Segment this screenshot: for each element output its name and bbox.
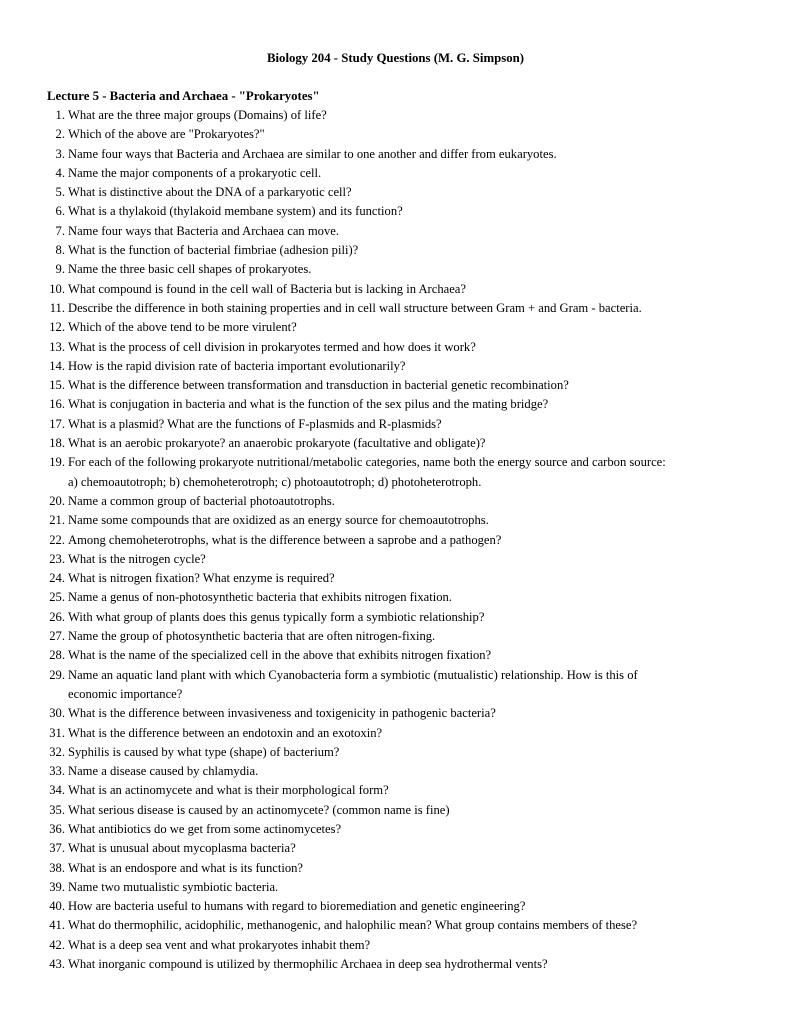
question-number: 9. <box>55 262 65 277</box>
question-item <box>0 743 791 762</box>
question-text: How are bacteria useful to humans with regard to bioremediation and genetic engineering? <box>68 899 526 914</box>
question-item <box>0 164 791 183</box>
question-number: 23. <box>49 551 65 566</box>
question-item <box>0 936 791 955</box>
question-number: 20. <box>49 493 65 508</box>
question-item <box>0 955 791 974</box>
question-number: 17. <box>49 416 65 431</box>
question-text: Which of the above tend to be more virulent? <box>68 320 297 335</box>
question-text: Name an aquatic land plant with which Cyanobacteria form a symbiotic (mutualistic) relationship. How is this of <box>68 667 638 682</box>
question-text: What is the difference between transformation and transduction in bacterial genetic recombination? <box>68 378 569 393</box>
question-text: Name a genus of non-photosynthetic bacteria that exhibits nitrogen fixation. <box>68 590 453 605</box>
question-item <box>0 550 791 569</box>
question-item <box>0 531 791 550</box>
question-text: Name the major components of a prokaryotic cell. <box>68 165 322 180</box>
question-item <box>0 125 791 144</box>
question-number: 43. <box>49 957 65 972</box>
lecture-heading: Lecture 5 - Bacteria and Archaea - "Prokaryotes" <box>47 89 320 103</box>
question-text: What is an actinomycete and what is their morphological form? <box>68 783 389 798</box>
question-text: What are the three major groups (Domains) of life? <box>68 108 327 122</box>
question-number: 36. <box>49 821 65 836</box>
question-text: What is the nitrogen cycle? <box>68 551 206 566</box>
question-text: Name four ways that Bacteria and Archaea are similar to one another and differ from eukaryotes. <box>68 146 557 161</box>
question-number: 35. <box>49 802 65 817</box>
question-number: 33. <box>49 764 65 779</box>
question-text: What is a deep sea vent and what prokaryotes inhabit them? <box>68 937 371 952</box>
question-number: 16. <box>49 397 65 412</box>
question-text: For each of the following prokaryote nutritional/metabolic categories, name both the energy source and carbon source: <box>68 455 666 470</box>
question-item <box>0 897 791 916</box>
question-text-continuation: economic importance? <box>68 686 183 701</box>
question-item <box>0 202 791 221</box>
question-number: 29. <box>49 667 65 682</box>
question-text-continuation: a) chemoautotroph; b) chemoheterotroph; c) photoautotroph; d) photoheterotroph. <box>68 474 482 489</box>
question-number: 4. <box>55 165 65 180</box>
question-text: Describe the difference in both staining properties and in cell wall structure between Gram + and Gram - bacteria. <box>68 300 642 315</box>
question-text: Name some compounds that are oxidized as an energy source for chemoautotrophs. <box>68 513 489 528</box>
question-number: 31. <box>49 725 65 740</box>
question-item <box>0 724 791 743</box>
question-number: 42. <box>49 937 65 952</box>
question-item <box>0 145 791 164</box>
question-number: 37. <box>49 841 65 856</box>
question-text: What is the name of the specialized cell in the above that exhibits nitrogen fixation? <box>68 648 492 663</box>
question-number: 19. <box>49 455 65 470</box>
question-number: 6. <box>55 204 65 219</box>
question-text: What compound is found in the cell wall of Bacteria but is lacking in Archaea? <box>68 281 466 296</box>
question-text: What do thermophilic, acidophilic, methanogenic, and halophilic mean? What group contains members of these? <box>68 918 638 933</box>
question-number: 40. <box>49 899 65 914</box>
question-text: Name two mutualistic symbiotic bacteria. <box>68 879 279 894</box>
question-item <box>0 106 791 125</box>
question-text: What is an aerobic prokaryote? an anaerobic prokaryote (facultative and obligate)? <box>68 436 486 451</box>
question-item <box>0 222 791 241</box>
question-list <box>0 106 791 974</box>
question-number: 11. <box>49 300 65 315</box>
question-item <box>0 762 791 781</box>
question-number: 12. <box>49 320 65 335</box>
question-text: Name the group of photosynthetic bacteria that are often nitrogen-fixing. <box>68 629 436 644</box>
question-item <box>0 511 791 530</box>
question-text: What inorganic compound is utilized by thermophilic Archaea in deep sea hydrothermal vents? <box>68 957 548 972</box>
question-number: 25. <box>49 590 65 605</box>
question-text: What is a plasmid? What are the functions of F-plasmids and R-plasmids? <box>68 416 442 431</box>
question-text: Name a disease caused by chlamydia. <box>68 764 259 779</box>
question-number: 26. <box>49 609 65 624</box>
question-number: 30. <box>49 706 65 721</box>
question-item <box>0 781 791 800</box>
question-number: 28. <box>49 648 65 663</box>
question-number: 41. <box>49 918 65 933</box>
question-number: 39. <box>49 879 65 894</box>
question-number: 2. <box>55 127 65 142</box>
question-number: 38. <box>49 860 65 875</box>
question-number: 18. <box>49 436 65 451</box>
question-number: 22. <box>49 532 65 547</box>
question-text: What is nitrogen fixation? What enzyme is required? <box>68 571 335 586</box>
question-text: What is distinctive about the DNA of a parkaryotic cell? <box>68 185 352 200</box>
question-item <box>0 299 791 318</box>
question-item <box>0 492 791 511</box>
question-number: 15. <box>49 378 65 393</box>
question-number: 27. <box>49 629 65 644</box>
question-item <box>0 453 791 492</box>
question-item <box>0 588 791 607</box>
question-text: Name four ways that Bacteria and Archaea can move. <box>68 223 339 238</box>
question-item <box>0 820 791 839</box>
question-item <box>0 608 791 627</box>
question-number: 34. <box>49 783 65 798</box>
question-text: What antibiotics do we get from some actinomycetes? <box>68 821 342 836</box>
question-number: 21. <box>49 513 65 528</box>
question-number: 5. <box>55 185 65 200</box>
question-item <box>0 241 791 260</box>
question-item <box>0 666 791 705</box>
question-item <box>0 376 791 395</box>
question-text: Which of the above are "Prokaryotes?" <box>68 127 265 142</box>
question-item <box>0 916 791 935</box>
question-item <box>0 338 791 357</box>
question-item <box>0 569 791 588</box>
question-item <box>0 627 791 646</box>
question-item <box>0 318 791 337</box>
question-text: What is a thylakoid (thylakoid membane system) and its function? <box>68 204 403 219</box>
question-number: 1. <box>55 108 65 122</box>
question-item <box>0 357 791 376</box>
question-text: Syphilis is caused by what type (shape) of bacterium? <box>68 744 340 759</box>
question-text: With what group of plants does this genus typically form a symbiotic relationship? <box>68 609 485 624</box>
question-item <box>0 704 791 723</box>
question-number: 13. <box>49 339 65 354</box>
question-text: What is conjugation in bacteria and what is the function of the sex pilus and the mating bridge? <box>68 397 549 412</box>
question-text: What is the difference between an endotoxin and an exotoxin? <box>68 725 383 740</box>
question-text: What is an endospore and what is its function? <box>68 860 304 875</box>
question-text: Name a common group of bacterial photoautotrophs. <box>68 493 335 508</box>
question-number: 24. <box>49 571 65 586</box>
question-text: Among chemoheterotrophs, what is the difference between a saprobe and a pathogen? <box>68 532 502 547</box>
document-title: Biology 204 - Study Questions (M. G. Simpson) <box>266 51 525 65</box>
question-item <box>0 183 791 202</box>
question-text: What serious disease is caused by an actinomycete? (common name is fine) <box>68 802 450 817</box>
question-text: What is unusual about mycoplasma bacteria? <box>68 841 296 856</box>
question-text: What is the process of cell division in prokaryotes termed and how does it work? <box>68 339 476 354</box>
question-item <box>0 839 791 858</box>
question-number: 7. <box>55 223 65 238</box>
question-item <box>0 646 791 665</box>
question-item <box>0 434 791 453</box>
question-number: 3. <box>55 146 65 161</box>
question-item <box>0 395 791 414</box>
question-number: 32. <box>49 744 65 759</box>
question-number: 10. <box>49 281 65 296</box>
question-number: 8. <box>55 243 65 258</box>
question-text: Name the three basic cell shapes of prokaryotes. <box>68 262 312 277</box>
question-item <box>0 415 791 434</box>
question-text: What is the difference between invasiveness and toxigenicity in pathogenic bacteria? <box>68 706 496 721</box>
question-item <box>0 260 791 279</box>
question-item <box>0 878 791 897</box>
question-item <box>0 801 791 820</box>
question-number: 14. <box>49 358 65 373</box>
question-item <box>0 280 791 299</box>
question-item <box>0 859 791 878</box>
question-text: How is the rapid division rate of bacteria important evolutionarily? <box>68 358 406 373</box>
question-text: What is the function of bacterial fimbriae (adhesion pili)? <box>68 243 359 258</box>
